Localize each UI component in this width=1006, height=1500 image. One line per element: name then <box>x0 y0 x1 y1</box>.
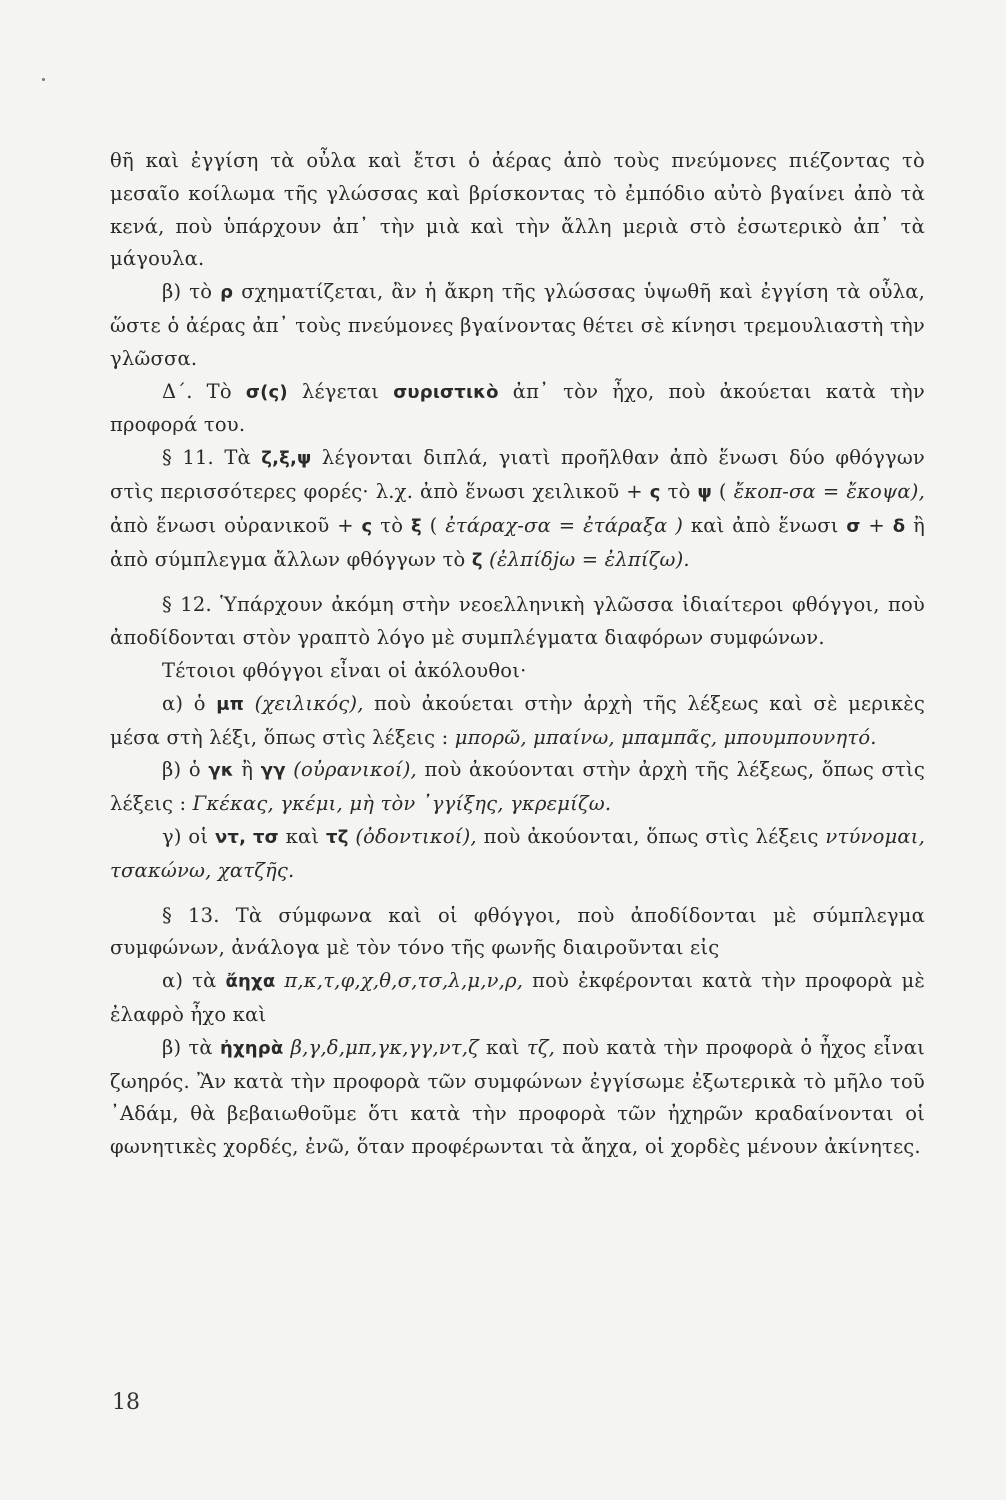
italic-example: μπορῶ, μπαίνω, μπαμπᾶς, μπουμπουνητό. <box>454 725 877 749</box>
bold-term: ξ <box>410 515 422 537</box>
text-run <box>283 1036 290 1059</box>
paragraph <box>110 376 925 443</box>
italic-example: (ἐλπίδjω = ἐλπίζω). <box>489 547 690 571</box>
speck <box>42 78 45 81</box>
text-run: Δ΄. Τὸ <box>162 379 246 403</box>
italic-example: β,γ,δ,μπ,γκ,γγ,ντ,ζ <box>290 1035 479 1059</box>
paragraph <box>110 442 925 577</box>
text-run: καὶ <box>278 824 327 848</box>
bold-term: ντ, τσ <box>214 826 279 848</box>
text-run: καὶ ἀπὸ ἕνωσι <box>683 513 847 537</box>
bold-term: μπ <box>216 693 245 715</box>
bold-term: γγ <box>260 760 286 782</box>
paragraph <box>110 965 925 1032</box>
bold-term: ς <box>361 515 373 537</box>
bold-term: ζ <box>471 549 483 571</box>
text-run: α) τὰ <box>162 969 226 993</box>
italic-example: π,κ,τ,φ,χ,θ,σ,τσ,λ,μ,ν,ρ, <box>284 969 524 993</box>
text-run: ποὺ ἀκούονται στὴν ἀρχὴ τῆς λέξεως, ὅπως στὶς λέξεις : <box>110 758 925 816</box>
text-run: β) ὁ <box>162 758 209 782</box>
text-run <box>244 692 255 715</box>
paragraph <box>110 821 925 888</box>
text-run: β) τὸ <box>162 280 221 304</box>
bold-term: ρ <box>220 282 234 304</box>
text-run: ( <box>421 513 446 537</box>
text-run: Τέτοιοι φθόγγοι εἶναι οἱ ἀκόλουθοι· <box>162 658 527 682</box>
text-run: § 11. Τὰ <box>162 446 262 470</box>
text-run: ἀπ᾿ τὸν ἦχο, ποὺ ἀκούεται κατὰ τὴν προφορά του. <box>110 379 925 437</box>
text-run: θῆ καὶ ἐγγίση τὰ οὖλα καὶ ἔτσι ὁ ἀέρας ἀπὸ τοὺς πνεύμονες πιέζοντας τὸ μεσαῖο κοίλωμα τῆς γλώσσας καὶ βρίσκοντας τὸ ἐμπόδιο αὐτὸ βγαίνει ἀπὸ τὰ κενά, ποὺ ὑπάρχουν ἀπ᾿ τὴν μιὰ καὶ τὴν ἄλλη μεριὰ στὸ ἐσωτερικὸ ἀπ᾿ τὰ μάγουλα. <box>110 149 925 271</box>
paragraph <box>110 589 925 655</box>
text-run: καὶ <box>478 1035 527 1059</box>
italic-example: ἐτάραχ-σα = ἐτάραξα ) <box>445 513 684 537</box>
bold-term: δ <box>892 515 906 537</box>
text-run: § 12. Ὑπάρχουν ἀκόμη στὴν νεοελληνικὴ γλῶσσα ἰδιαίτεροι φθόγγοι, ποὺ ἀποδίδονται στὸν γραπτὸ λόγο μὲ συμπλέγματα διαφόρων συμφώνων. <box>110 593 925 650</box>
text-run: τὸ <box>372 513 411 537</box>
paragraph <box>110 754 925 821</box>
paragraph <box>110 655 925 688</box>
bold-term: τζ <box>326 826 349 848</box>
text-run: σχηματίζεται, ἂν ἡ ἄκρη τῆς γλώσσας ὑψωθῆ καὶ ἐγγίση τὰ οὖλα, ὥστε ὁ ἀέρας ἀπ᾿ τοὺς πνεύμονες βγαίνοντας θέτει σὲ κίνησι τρεμουλιαστὴ τὴν γλῶσσα. <box>110 280 925 370</box>
text-run: λέγονται διπλά, γιατὶ προῆλθαν ἀπὸ ἕνωσι δύο φθόγγων στὶς περισσότερες φορές· λ.χ. ἀπὸ ἕνωσι χειλικοῦ + <box>110 446 925 503</box>
page-body <box>110 145 925 1164</box>
text-run: τὸ <box>660 479 698 503</box>
italic-example: (ὀδοντικοί), <box>355 824 477 848</box>
bold-term: γκ <box>208 760 234 782</box>
bold-term: ἠχηρὰ <box>219 1037 284 1059</box>
bold-term: σ(ς) <box>245 381 288 403</box>
text-run: β) τὰ <box>162 1035 220 1059</box>
bold-term: σ <box>846 515 861 537</box>
italic-example: ἔκοπ-σα = ἔκοψα), <box>733 479 925 503</box>
bold-term: συριστικὸ <box>393 381 499 403</box>
bold-term: ἄηχα <box>225 971 276 993</box>
text-run: ποὺ ἀκούονται, ὅπως στὶς λέξεις <box>476 824 826 848</box>
text-run: + <box>860 513 893 537</box>
italic-example: (χειλικός), <box>254 691 364 715</box>
paragraph <box>110 688 925 755</box>
text-run: γ) οἱ <box>162 824 215 848</box>
text-run: ποὺ ἐκφέρονται κατὰ τὴν προφορὰ μὲ ἐλαφρὸ ἦχο καὶ <box>110 969 925 1026</box>
text-run: ποὺ κατὰ τὴν προφορὰ ὁ ἦχος εἶναι ζωηρός. Ἂν κατὰ τὴν προφορὰ τῶν συμφώνων ἐγγίσωμε ἐξωτερικὰ τὸ μῆλο τοῦ ᾿Αδάμ, θὰ βεβαιωθοῦμε ὅτι κατὰ τὴν προφορὰ τῶν ἠχηρῶν κραδαίνονται οἱ φωνητικὲς χορδές, ἐνῶ, ὅταν προφέρωνται τὰ ἄηχα, οἱ χορδὲς μένουν ἀκίνητες. <box>110 1035 925 1159</box>
italic-example: (οὐρανικοί), <box>293 758 417 782</box>
bold-term: ς <box>649 481 661 503</box>
paragraph <box>110 1032 925 1164</box>
text-run: λέγεται <box>287 379 394 403</box>
italic-example: τζ, <box>526 1035 556 1059</box>
page-number: 18 <box>112 1390 140 1415</box>
text-run: α) ὁ <box>162 691 217 715</box>
paragraph <box>110 276 925 375</box>
text-run: ἀπὸ ἕνωσι οὐρανικοῦ + <box>110 513 362 537</box>
text-run: § 13. Τὰ σύμφωνα καὶ οἱ φθόγγοι, ποὺ ἀποδίδονται μὲ σύμπλεγμα συμφώνων, ἀνάλογα μὲ τὸν τόνο τῆς φωνῆς διαιροῦνται εἰς <box>110 903 925 960</box>
text-run: ἢ ἀπὸ σύμπλεγμα ἄλλων φθόγγων τὸ <box>110 513 925 571</box>
text-run: ποὺ ἀκούεται στὴν ἀρχὴ τῆς λέξεως καὶ σὲ μερικὲς μέσα στὴ λέξι, ὅπως στὶς λέξεις : <box>110 691 926 749</box>
bold-term: ψ <box>697 481 712 503</box>
bold-term: ζ,ξ,ψ <box>261 448 312 470</box>
text-run: ἢ <box>233 758 261 782</box>
paragraph <box>110 900 925 966</box>
paragraph <box>110 145 925 276</box>
text-run: ( <box>711 479 734 503</box>
italic-example: ντύνομαι, τσακώνω, χατζῆς. <box>110 824 925 882</box>
italic-example: Γκέκας, γκέμι, μὴ τὸν ᾿γγίξης, γκρεμίζω. <box>192 792 612 816</box>
